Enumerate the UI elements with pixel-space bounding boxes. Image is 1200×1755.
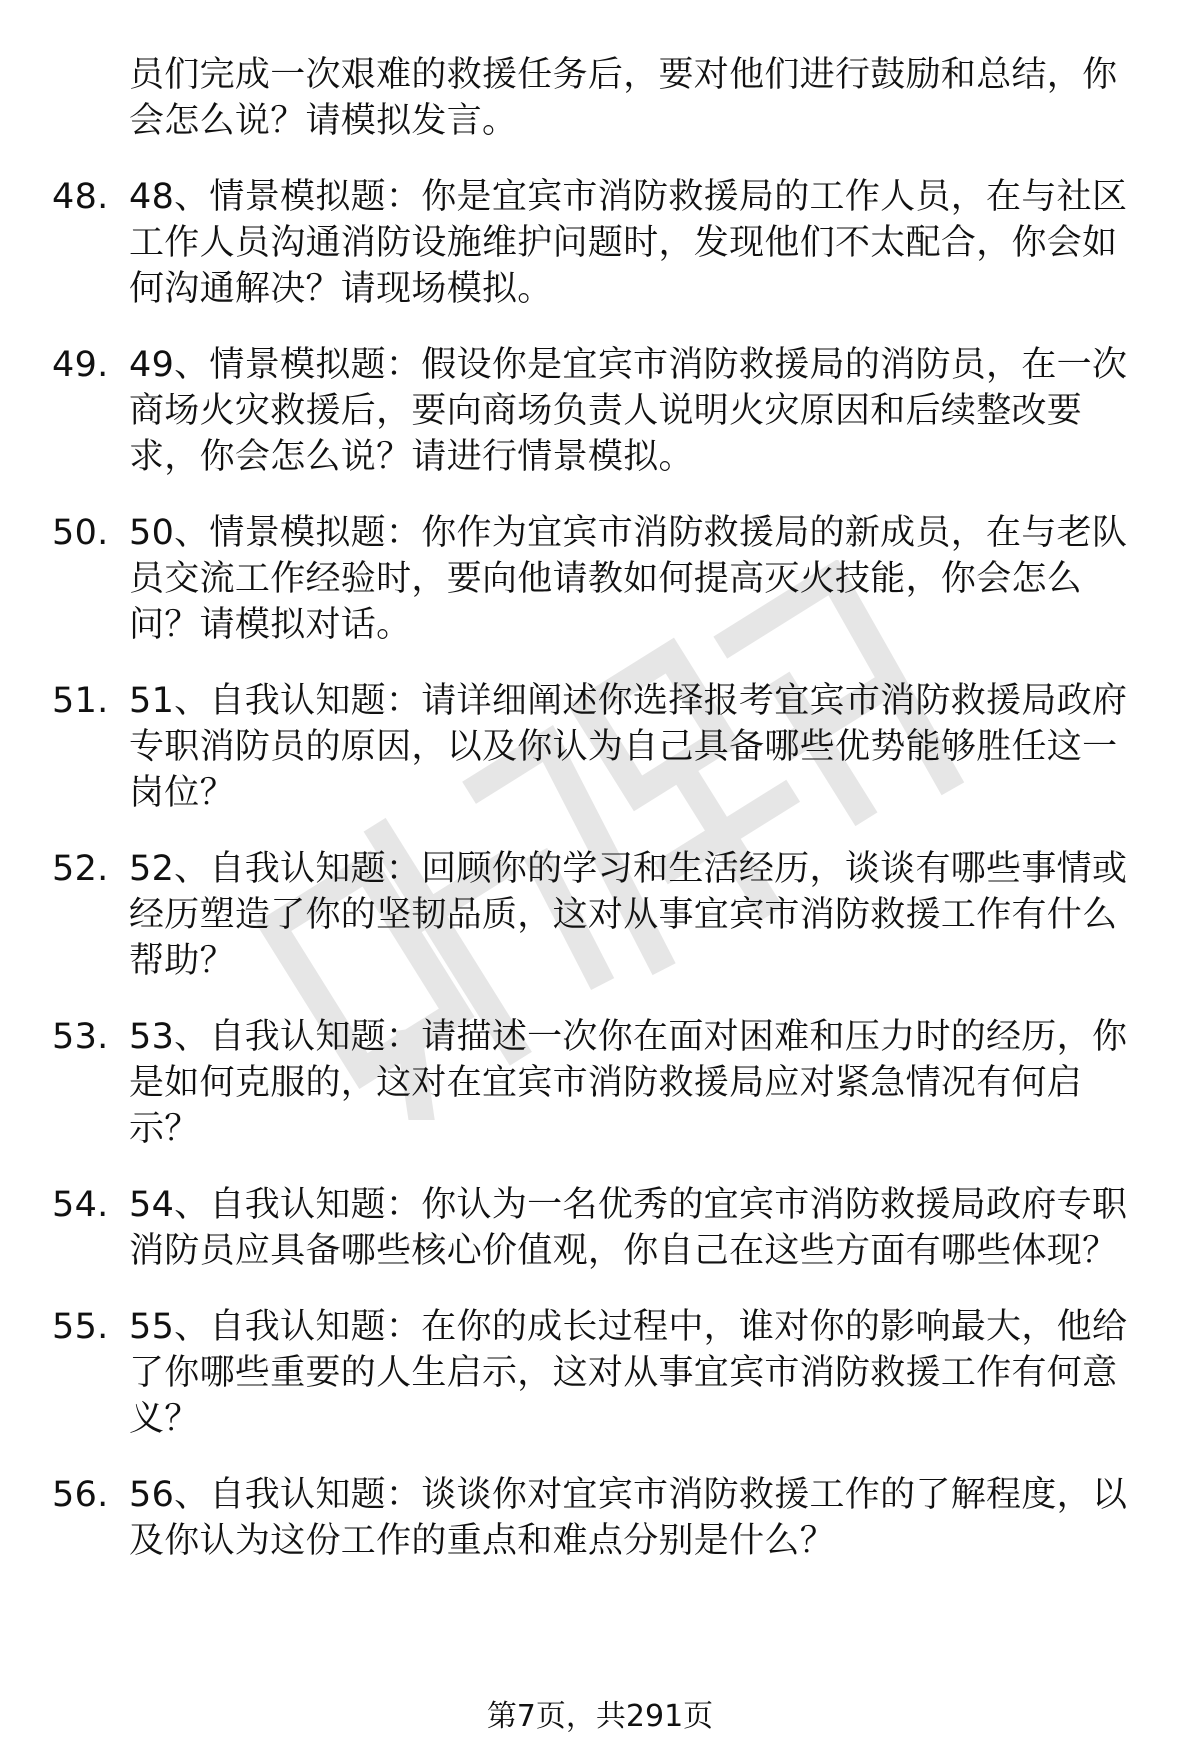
question-list — [0, 174, 1200, 1564]
list-item — [0, 1472, 1200, 1564]
question-text: 51、自我认知题：请详细阐述你选择报考宜宾市消防救援局政府专职消防员的原因，以及你认为自己具备哪些优势能够胜任这一岗位？ — [129, 681, 1128, 813]
question-text: 55、自我认知题：在你的成长过程中，谁对你的影响最大，他给了你哪些重要的人生启示，这对从事宜宾市消防救援工作有何意义？ — [129, 1307, 1128, 1439]
question-number: 49. — [52, 345, 109, 385]
document-content — [0, 52, 1200, 1564]
list-item — [0, 174, 1200, 312]
question-number: 51. — [52, 681, 109, 721]
question-number: 56. — [52, 1475, 109, 1515]
list-item — [0, 342, 1200, 480]
question-number: 48. — [52, 177, 109, 217]
list-item — [0, 846, 1200, 984]
list-item — [0, 510, 1200, 648]
question-number: 54. — [52, 1185, 109, 1225]
page-number-footer: 第7页，共291页 — [486, 1699, 714, 1734]
question-number: 55. — [52, 1307, 109, 1347]
question-text: 52、自我认知题：回顾你的学习和生活经历，谈谈有哪些事情或经历塑造了你的坚韧品质，这对从事宜宾市消防救援工作有什么帮助？ — [129, 849, 1128, 981]
question-text: 48、情景模拟题：你是宜宾市消防救援局的工作人员，在与社区工作人员沟通消防设施维护问题时，发现他们不太配合，你会如何沟通解决？请现场模拟。 — [129, 177, 1128, 309]
continued-question-text: 员们完成一次艰难的救援任务后，要对他们进行鼓励和总结，你会怎么说？请模拟发言。 — [129, 55, 1118, 141]
question-number: 53. — [52, 1017, 109, 1057]
question-number: 52. — [52, 849, 109, 889]
question-text: 53、自我认知题：请描述一次你在面对困难和压力时的经历，你是如何克服的，这对在宜宾市消防救援局应对紧急情况有何启示？ — [129, 1017, 1128, 1149]
question-number: 50. — [52, 513, 109, 553]
question-text: 49、情景模拟题：假设你是宜宾市消防救援局的消防员，在一次商场火灾救援后，要向商场负责人说明火灾原因和后续整改要求，你会怎么说？请进行情景模拟。 — [129, 345, 1128, 477]
question-text: 56、自我认知题：谈谈你对宜宾市消防救援工作的了解程度，以及你认为这份工作的重点和难点分别是什么？ — [129, 1475, 1128, 1561]
list-item — [0, 1014, 1200, 1152]
question-text: 54、自我认知题：你认为一名优秀的宜宾市消防救援局政府专职消防员应具备哪些核心价值观，你自己在这些方面有哪些体现？ — [129, 1185, 1128, 1271]
list-item — [0, 1182, 1200, 1274]
question-text: 50、情景模拟题：你作为宜宾市消防救援局的新成员，在与老队员交流工作经验时，要向他请教如何提高灭火技能，你会怎么问？请模拟对话。 — [129, 513, 1128, 645]
list-item — [0, 678, 1200, 816]
list-item — [0, 1304, 1200, 1442]
